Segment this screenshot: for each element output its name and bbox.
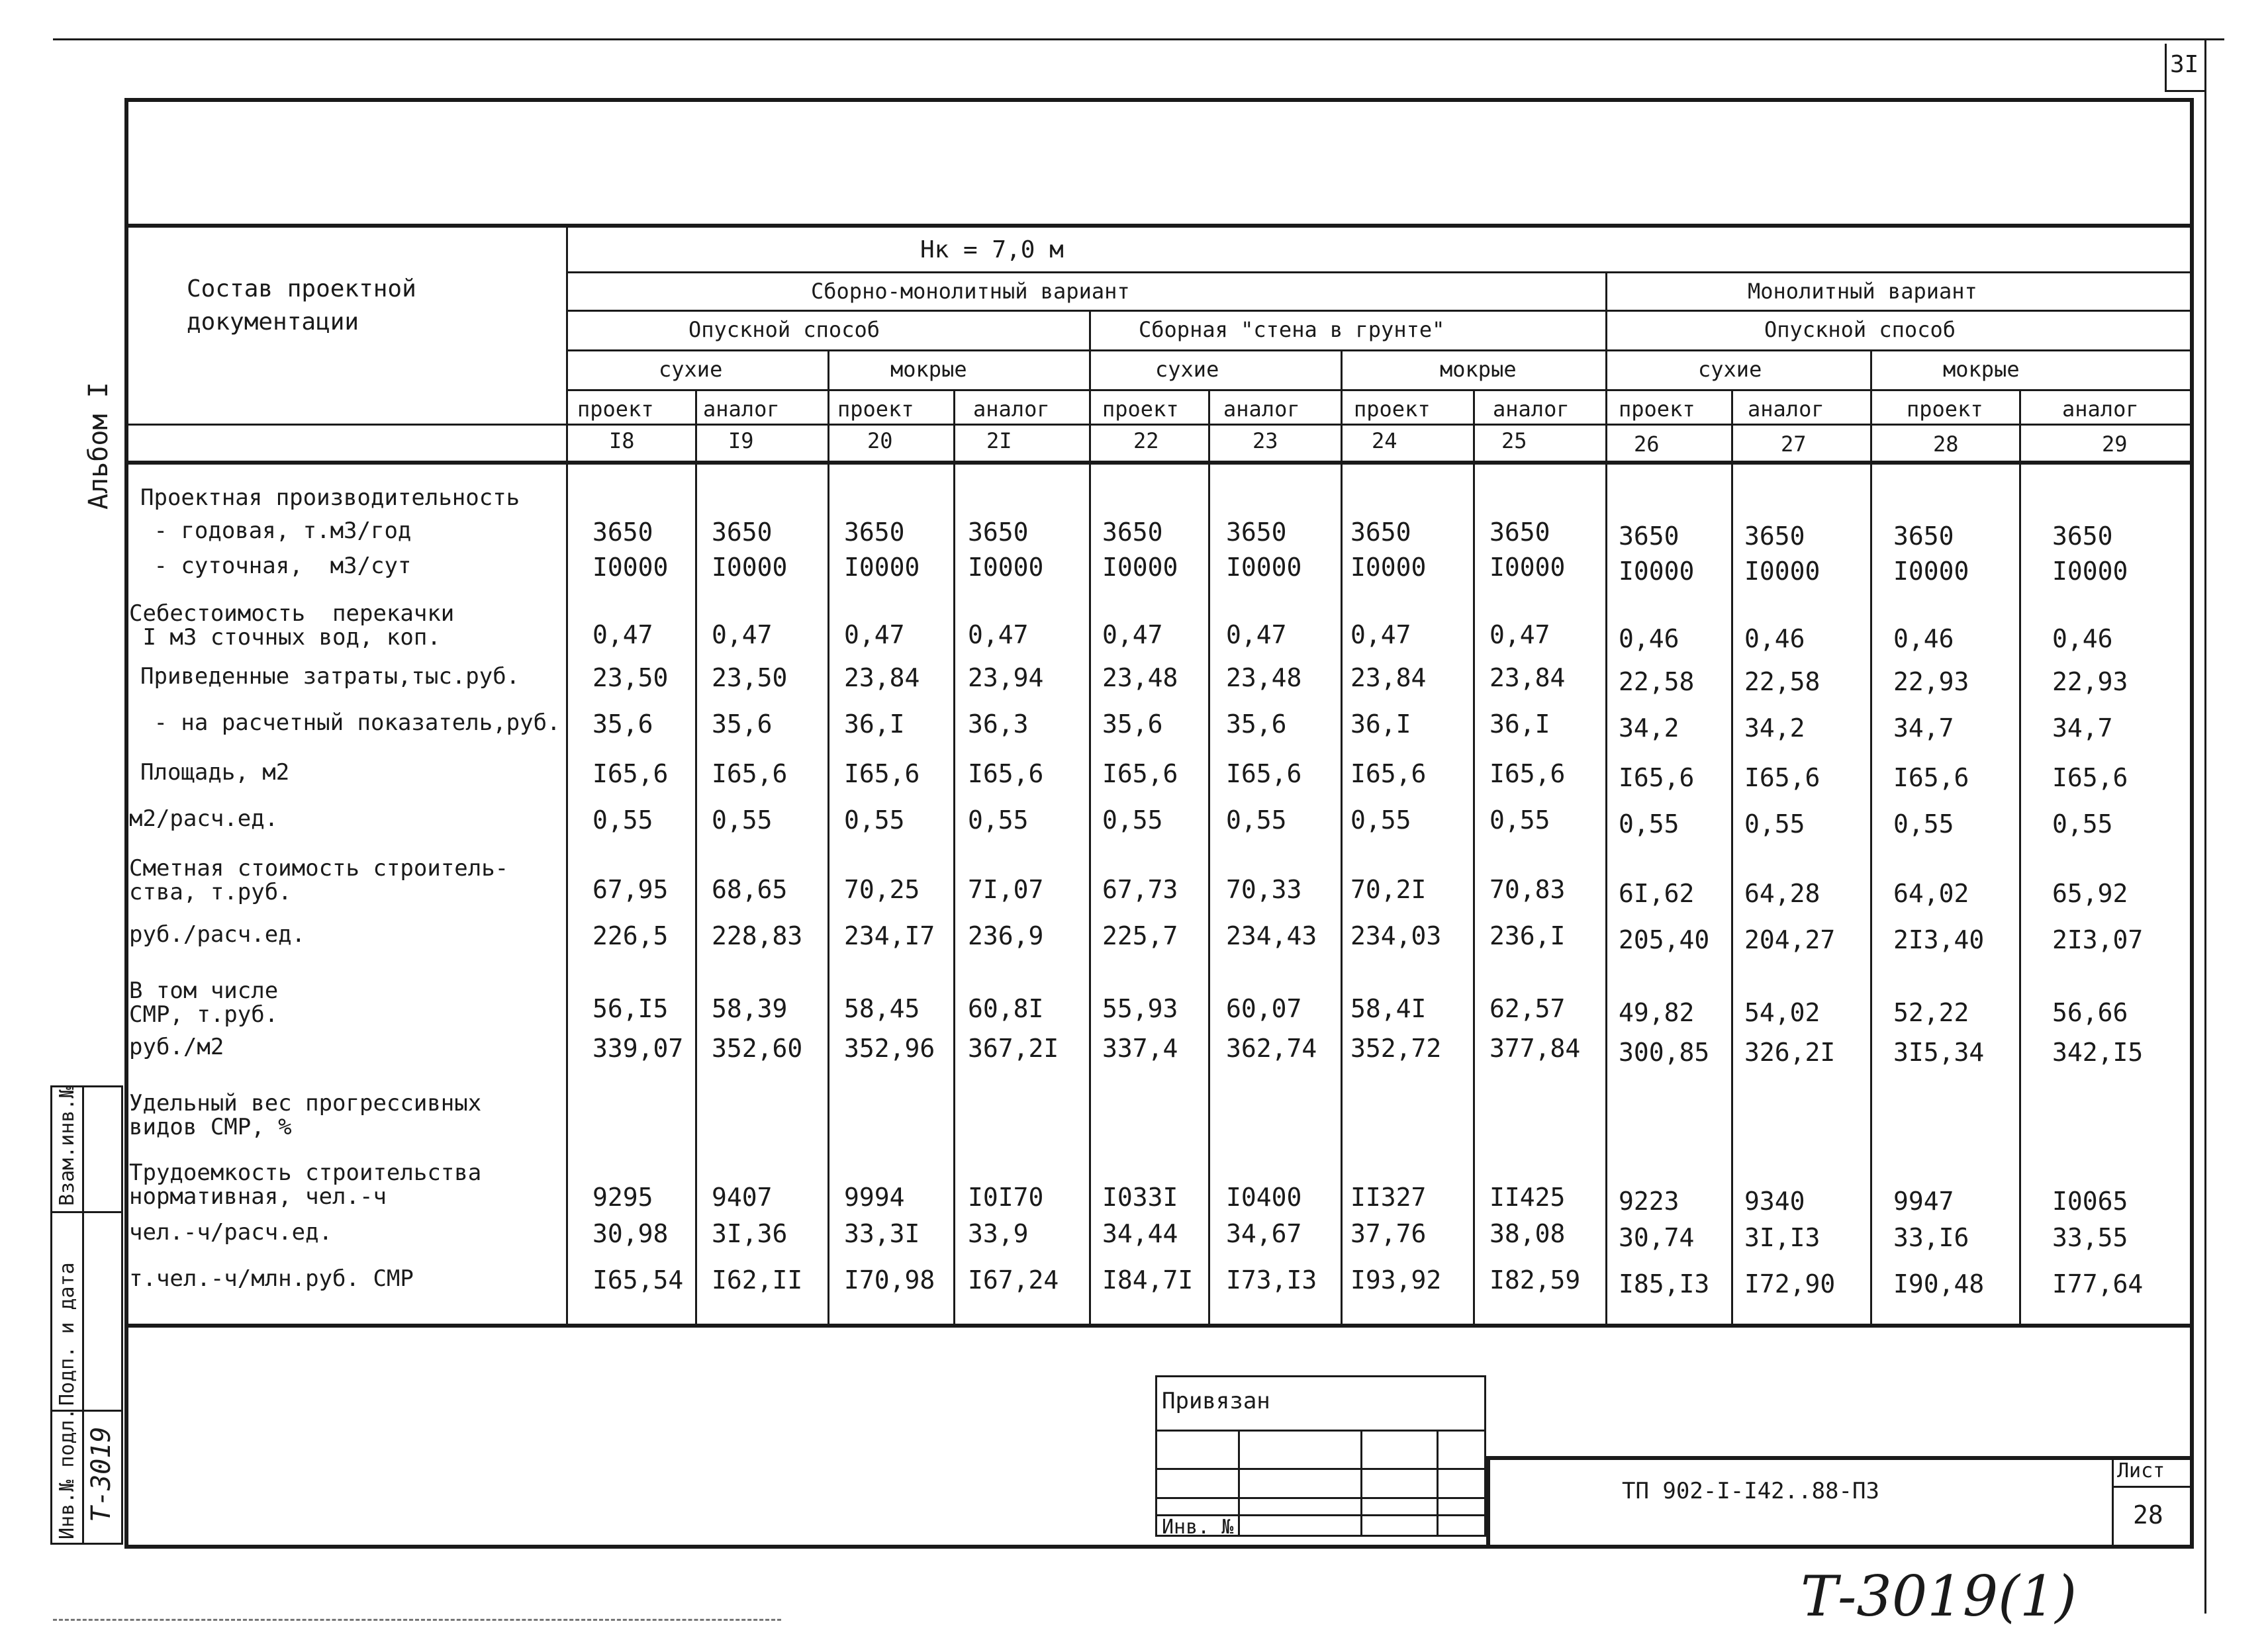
soil-divider-3	[1870, 349, 1872, 1328]
row-label: т.чел.-ч/млн.руб. СМР	[129, 1265, 414, 1292]
table-cell: 34,44	[1102, 1219, 1178, 1248]
row-label: руб./м2	[129, 1034, 224, 1060]
sheet-number: 28	[2133, 1500, 2163, 1529]
table-cell: 33,3I	[844, 1219, 920, 1248]
table-cell: 2I3,40	[1893, 925, 1985, 954]
table-cell: I77,64	[2052, 1269, 2144, 1299]
row-label: руб./расч.ед.	[129, 921, 306, 948]
table-cell: 35,6	[592, 709, 653, 739]
table-top-line	[124, 224, 2190, 228]
table-cell: 0,47	[712, 620, 773, 649]
table-cell: I65,6	[2052, 763, 2128, 792]
col-num-3: 20	[867, 428, 893, 453]
table-cell: 337,4	[1102, 1034, 1178, 1063]
row-label: Площадь, м2	[140, 759, 290, 786]
row-label: - годовая, т.м3/год	[140, 518, 412, 544]
table-cell: 30,98	[592, 1219, 669, 1248]
table-cell: 339,07	[592, 1034, 684, 1063]
table-cell: 23,84	[844, 663, 920, 692]
table-cell: I0I70	[968, 1183, 1044, 1212]
table-cell: 58,39	[712, 994, 788, 1023]
stamp-v-1	[1238, 1430, 1240, 1537]
album-label: Альбом I	[83, 382, 114, 510]
hdr-line-6	[124, 461, 2190, 465]
table-cell: 0,55	[1102, 805, 1163, 835]
table-cell: I0000	[1350, 553, 1427, 582]
table-cell: 300,85	[1619, 1038, 1710, 1067]
table-cell: 37,76	[1350, 1219, 1427, 1248]
table-cell: 36,I	[1489, 709, 1550, 739]
col-num-12: 29	[2102, 432, 2128, 457]
row-label: Приведенные затраты,тыс.руб.	[140, 663, 520, 690]
table-cell: I65,6	[1893, 763, 1969, 792]
table-cell: 234,43	[1226, 921, 1317, 950]
table-cell: 23,48	[1102, 663, 1178, 692]
row-label: Проектная производительность	[140, 484, 520, 511]
table-cell: 234,I7	[844, 921, 935, 950]
row-label: - на расчетный показатель,руб.	[140, 709, 561, 736]
table-cell: I0065	[2052, 1187, 2128, 1216]
sub-divider-2	[953, 389, 955, 1328]
table-cell: 3650	[1489, 518, 1550, 547]
variant-divider	[1605, 271, 1607, 1328]
table-cell: 6I,62	[1619, 879, 1695, 908]
bottom-dash-line	[53, 1619, 781, 1621]
table-cell: 3650	[1226, 518, 1287, 547]
table-cell: 0,55	[712, 805, 773, 835]
table-cell: 9295	[592, 1183, 653, 1212]
table-cell: 0,55	[592, 805, 653, 835]
row-label: - суточная, м3/сут	[140, 553, 412, 579]
table-cell: I65,6	[592, 759, 669, 788]
table-cell: 9947	[1893, 1187, 1954, 1216]
table-cell: 34,7	[1893, 713, 1954, 743]
sub-divider-6	[2019, 389, 2021, 1328]
table-cell: 34,7	[2052, 713, 2113, 743]
page-top-line	[53, 38, 2224, 40]
stamp-v-3	[1437, 1430, 1439, 1537]
table-cell: 0,47	[592, 620, 653, 649]
composition-label-1: Состав проектной	[187, 275, 416, 302]
margin-block-mid	[82, 1085, 84, 1545]
table-cell: I65,6	[712, 759, 788, 788]
table-cell: 367,2I	[968, 1034, 1059, 1063]
soil-divider-1	[827, 349, 829, 1328]
table-cell: 56,I5	[592, 994, 669, 1023]
margin-sep-1	[50, 1211, 123, 1213]
table-cell: 58,4I	[1350, 994, 1427, 1023]
table-cell: 3650	[1619, 522, 1679, 551]
title-block-left	[1486, 1456, 1490, 1545]
table-cell: I0000	[1489, 553, 1566, 582]
table-cell: 9407	[712, 1183, 773, 1212]
sub-col-3: проект	[837, 396, 914, 422]
method-sinking-2-label: Опускной способ	[1764, 317, 1956, 342]
col-num-4: 2I	[986, 428, 1012, 453]
table-cell: 342,I5	[2052, 1038, 2144, 1067]
col-num-5: 22	[1133, 428, 1159, 453]
soil-type-2: мокрые	[890, 357, 967, 382]
table-cell: 0,47	[844, 620, 905, 649]
table-cell: 3650	[844, 518, 905, 547]
table-cell: 34,2	[1744, 713, 1805, 743]
table-cell: 70,83	[1489, 875, 1566, 904]
table-cell: 0,55	[1893, 809, 1954, 839]
margin-replaces-inv: Взам.инв.№	[56, 1086, 79, 1206]
table-cell: I67,24	[968, 1265, 1059, 1295]
table-cell: 38,08	[1489, 1219, 1566, 1248]
frame-bottom-line	[124, 1545, 2194, 1549]
handwritten-code: Т-3019(1)	[1801, 1564, 2077, 1629]
table-cell: 0,55	[1489, 805, 1550, 835]
table-cell: I0000	[844, 553, 920, 582]
table-cell: 3650	[712, 518, 773, 547]
row-label: В том числе СМР, т.руб.	[129, 978, 279, 1028]
table-cell: 3650	[1893, 522, 1954, 551]
table-cell: 226,5	[592, 921, 669, 950]
sub-col-10: аналог	[1748, 396, 1824, 422]
row-label: Себестоимость перекачки I м3 сточных вод, коп.	[129, 600, 455, 651]
table-cell: 0,55	[968, 805, 1029, 835]
table-cell: 36,I	[1350, 709, 1411, 739]
soil-type-6: мокрые	[1943, 357, 2020, 382]
doc-code: ТП 902-I-I42..88-ПЗ	[1622, 1478, 1879, 1504]
table-cell: II327	[1350, 1183, 1427, 1212]
table-cell: 3I5,34	[1893, 1038, 1985, 1067]
title-block-sheet-line	[2112, 1486, 2190, 1488]
margin-inv-value: Т-3019	[86, 1426, 117, 1522]
table-cell: 62,57	[1489, 994, 1566, 1023]
hdr-line-5	[124, 424, 2190, 426]
table-cell: 0,46	[1744, 624, 1805, 653]
col-num-10: 27	[1781, 432, 1807, 457]
table-cell: 326,2I	[1744, 1038, 1836, 1067]
col-num-11: 28	[1933, 432, 1959, 457]
table-cell: I0000	[1226, 553, 1302, 582]
table-cell: I73,I3	[1226, 1265, 1317, 1295]
table-cell: 204,27	[1744, 925, 1836, 954]
table-cell: 23,50	[712, 663, 788, 692]
table-cell: I0000	[1619, 557, 1695, 586]
table-cell: 60,8I	[968, 994, 1044, 1023]
table-cell: 67,95	[592, 875, 669, 904]
method-sinking-label: Опускной способ	[688, 317, 880, 342]
table-cell: 58,45	[844, 994, 920, 1023]
table-cell: 377,84	[1489, 1034, 1581, 1063]
sub-col-2: аналог	[703, 396, 780, 422]
soil-type-4: мокрые	[1440, 357, 1517, 382]
table-cell: 3650	[1350, 518, 1411, 547]
table-cell: 23,84	[1350, 663, 1427, 692]
table-cell: 0,47	[1102, 620, 1163, 649]
soil-type-1: сухие	[659, 357, 723, 382]
sub-col-12: аналог	[2062, 396, 2139, 422]
table-cell: 236,I	[1489, 921, 1566, 950]
table-cell: 225,7	[1102, 921, 1178, 950]
table-cell: 3650	[592, 518, 653, 547]
col-num-9: 26	[1634, 432, 1660, 457]
table-cell: 0,47	[1226, 620, 1287, 649]
table-cell: 9223	[1619, 1187, 1679, 1216]
row-label: чел.-ч/расч.ед.	[129, 1219, 333, 1246]
table-cell: 34,67	[1226, 1219, 1302, 1248]
col-num-2: I9	[728, 428, 754, 453]
table-cell: 228,83	[712, 921, 803, 950]
table-cell: 36,I	[844, 709, 905, 739]
row-label: м2/расч.ед.	[129, 805, 279, 832]
table-cell: 3650	[1102, 518, 1163, 547]
table-cell: I65,6	[844, 759, 920, 788]
table-cell: I0000	[1744, 557, 1820, 586]
table-cell: 22,58	[1744, 667, 1820, 696]
row-label: Сметная стоимость строитель- ства, т.руб.	[129, 855, 509, 905]
table-cell: 22,93	[2052, 667, 2128, 696]
table-bottom-line	[124, 1324, 2190, 1328]
sub-col-7: проект	[1354, 396, 1431, 422]
table-cell: 35,6	[712, 709, 773, 739]
method-wall-label: Сборная "стена в грунте"	[1139, 317, 1445, 342]
table-cell: 0,47	[1350, 620, 1411, 649]
table-cell: 0,55	[844, 805, 905, 835]
stamp-inv-label: Инв. №	[1162, 1516, 1234, 1539]
table-cell: I0000	[1102, 553, 1178, 582]
table-cell: 55,93	[1102, 994, 1178, 1023]
table-cell: 23,48	[1226, 663, 1302, 692]
table-cell: I93,92	[1350, 1265, 1442, 1295]
table-cell: 64,28	[1744, 879, 1820, 908]
table-cell: 0,47	[1489, 620, 1550, 649]
table-cell: I65,6	[968, 759, 1044, 788]
table-cell: I65,6	[1744, 763, 1820, 792]
table-cell: 3650	[968, 518, 1029, 547]
table-cell: 362,74	[1226, 1034, 1317, 1063]
table-cell: 7I,07	[968, 875, 1044, 904]
table-cell: 68,65	[712, 875, 788, 904]
outer-right-line	[2204, 38, 2206, 1614]
col-num-8: 25	[1501, 428, 1527, 453]
soil-type-5: сухие	[1698, 357, 1762, 382]
hdr-line-4	[566, 389, 2190, 391]
table-cell: I65,6	[1350, 759, 1427, 788]
table-cell: I65,6	[1226, 759, 1302, 788]
frame-left-line	[124, 98, 128, 1547]
table-cell: I0000	[968, 553, 1044, 582]
hdr-line-1	[566, 271, 2190, 273]
table-cell: I85,I3	[1619, 1269, 1710, 1299]
table-cell: II425	[1489, 1183, 1566, 1212]
table-cell: 70,2I	[1350, 875, 1427, 904]
table-cell: 352,72	[1350, 1034, 1442, 1063]
table-cell: 70,33	[1226, 875, 1302, 904]
table-cell: 54,02	[1744, 998, 1820, 1027]
table-cell: I0000	[2052, 557, 2128, 586]
table-cell: 205,40	[1619, 925, 1710, 954]
stamp-v-2	[1360, 1430, 1362, 1537]
table-cell: 36,3	[968, 709, 1029, 739]
table-cell: I0000	[1893, 557, 1969, 586]
sub-col-4: аналог	[973, 396, 1050, 422]
table-cell: 3I,I3	[1744, 1223, 1820, 1252]
table-cell: 35,6	[1102, 709, 1163, 739]
table-cell: I84,7I	[1102, 1265, 1194, 1295]
table-cell: I82,59	[1489, 1265, 1581, 1295]
row-label: Трудоемкость строительства нормативная, чел.-ч	[129, 1160, 482, 1210]
table-cell: 352,96	[844, 1034, 935, 1063]
table-cell: 60,07	[1226, 994, 1302, 1023]
top-sheet-number: 3I	[2170, 51, 2199, 78]
table-cell: 9994	[844, 1183, 905, 1212]
table-cell: 34,2	[1619, 713, 1679, 743]
hdr-line-3	[566, 349, 2190, 351]
table-cell: 35,6	[1226, 709, 1287, 739]
table-cell: 33,I6	[1893, 1223, 1969, 1252]
row-label: Удельный вес прогрессивных видов СМР, %	[129, 1090, 482, 1140]
table-cell: 352,60	[712, 1034, 803, 1063]
variant-prefab-label: Сборно-монолитный вариант	[811, 279, 1130, 304]
table-cell: 2I3,07	[2052, 925, 2144, 954]
table-cell: 0,55	[2052, 809, 2113, 839]
table-cell: 234,03	[1350, 921, 1442, 950]
table-cell: I65,6	[1102, 759, 1178, 788]
height-label: Нк = 7,0 м	[920, 236, 1064, 263]
table-cell: 0,55	[1226, 805, 1287, 835]
table-cell: 65,92	[2052, 879, 2128, 908]
table-cell: I0000	[712, 553, 788, 582]
method-divider	[1089, 310, 1091, 1328]
table-cell: 52,22	[1893, 998, 1969, 1027]
table-cell: 70,25	[844, 875, 920, 904]
sub-col-1: проект	[577, 396, 654, 422]
title-block-sheet-divider	[2112, 1456, 2114, 1545]
col-num-1: I8	[609, 428, 635, 453]
table-cell: 0,55	[1619, 809, 1679, 839]
table-cell: 0,47	[968, 620, 1029, 649]
table-cell: 236,9	[968, 921, 1044, 950]
table-cell: 23,84	[1489, 663, 1566, 692]
table-cell: I70,98	[844, 1265, 935, 1295]
table-cell: I72,90	[1744, 1269, 1836, 1299]
table-cell: I0400	[1226, 1183, 1302, 1212]
table-cell: 56,66	[2052, 998, 2128, 1027]
table-cell: 3I,36	[712, 1219, 788, 1248]
table-cell: 22,58	[1619, 667, 1695, 696]
table-cell: I65,54	[592, 1265, 684, 1295]
table-cell: I62,II	[712, 1265, 803, 1295]
sub-divider-1	[695, 389, 697, 1328]
composition-label-2: документации	[187, 308, 359, 336]
sub-col-11: проект	[1907, 396, 1983, 422]
table-cell: 33,9	[968, 1219, 1029, 1248]
margin-signature-date: Подп. и дата	[56, 1262, 79, 1406]
sub-divider-5	[1731, 389, 1733, 1328]
col-num-6: 23	[1252, 428, 1278, 453]
hdr-line-2	[566, 310, 2190, 312]
sub-col-5: проект	[1102, 396, 1179, 422]
sub-col-6: аналог	[1223, 396, 1300, 422]
table-cell: 67,73	[1102, 875, 1178, 904]
col-num-7: 24	[1372, 428, 1397, 453]
table-cell: I033I	[1102, 1183, 1178, 1212]
table-cell: I90,48	[1893, 1269, 1985, 1299]
table-cell: I65,6	[1619, 763, 1695, 792]
table-cell: I0000	[592, 553, 669, 582]
sub-divider-4	[1473, 389, 1475, 1328]
table-cell: 64,02	[1893, 879, 1969, 908]
soil-divider-2	[1341, 349, 1343, 1328]
stamp-bound-label: Привязан	[1162, 1388, 1270, 1414]
table-cell: 9340	[1744, 1187, 1805, 1216]
sub-col-8: аналог	[1493, 396, 1570, 422]
table-cell: I65,6	[1489, 759, 1566, 788]
table-cell: 0,55	[1744, 809, 1805, 839]
table-cell: 0,46	[2052, 624, 2113, 653]
soil-type-3: сухие	[1155, 357, 1219, 382]
title-block-top	[1486, 1456, 2190, 1460]
table-cell: 23,94	[968, 663, 1044, 692]
frame-top-line	[124, 98, 2190, 102]
table-cell: 23,50	[592, 663, 669, 692]
table-cell: 0,46	[1893, 624, 1954, 653]
table-cell: 30,74	[1619, 1223, 1695, 1252]
table-cell: 0,46	[1619, 624, 1679, 653]
table-cell: 49,82	[1619, 998, 1695, 1027]
table-cell: 3650	[1744, 522, 1805, 551]
frame-right-line	[2190, 98, 2194, 1547]
variant-monolithic-label: Монолитный вариант	[1748, 279, 1977, 304]
sheet-label: Лист	[2117, 1459, 2165, 1482]
table-cell: 0,55	[1350, 805, 1411, 835]
table-cell: 33,55	[2052, 1223, 2128, 1252]
table-cell: 3650	[2052, 522, 2113, 551]
sub-col-9: проект	[1619, 396, 1695, 422]
sub-divider-3	[1208, 389, 1210, 1328]
table-cell: 22,93	[1893, 667, 1969, 696]
margin-inv-orig: Инв.№ подл.	[56, 1408, 79, 1539]
